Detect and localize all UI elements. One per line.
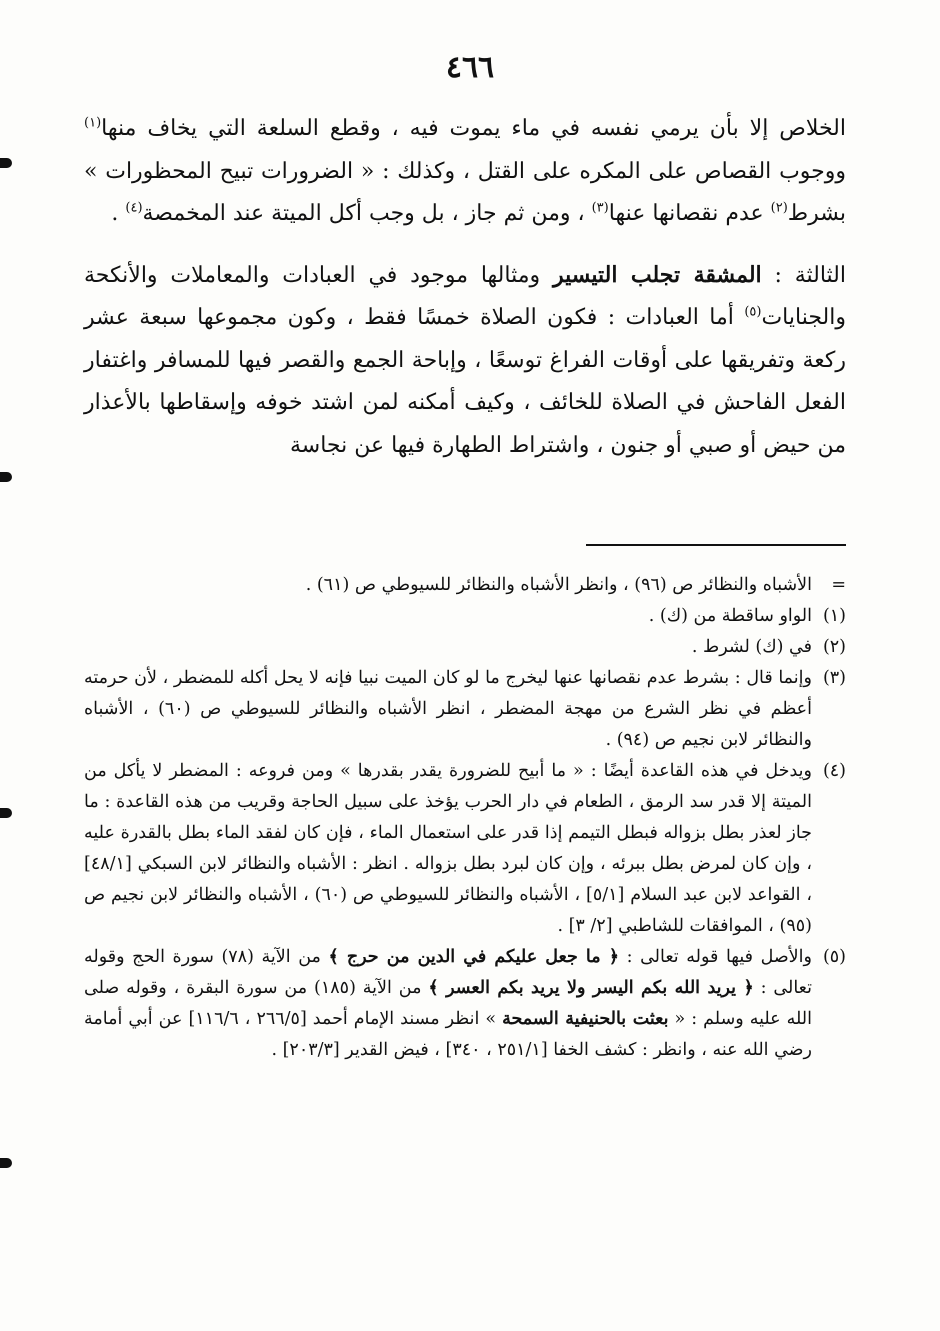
binding-hole-mark [0, 472, 12, 482]
footnote [84, 632, 846, 663]
hadith-quote: بعثت بالحنيفية السمحة [502, 1009, 669, 1029]
footnote-text: الواو ساقطة من (ك) . [648, 606, 812, 626]
footnote-number: (٣) [822, 668, 846, 688]
rule-title: المشقة تجلب التيسير [552, 261, 762, 288]
footnote-text: الأشباه والنظائر ص (٩٦) ، وانظر الأشباه والنظائر للسيوطي ص (٦١) . [305, 575, 812, 595]
footnote-ref[interactable]: (١) [84, 115, 102, 131]
paragraph: الثالثة : المشقة تجلب التيسير ومثالها موجود في العبادات والمعاملات والأنكحة والجنايات$^{(٥)}$ أما العبادات : فكون الصلاة خمسًا فقط ، وكون مجموعها سبعة عشر ركعة وتفريقها على أوقات الفراغ توسعًا ، وإباحة الجمع والقصر فيها للمسافر واغتفار الفعل الفاحش في الصلاة للخائف ، وكيف أمكنه لمن اشتد خوفه وإسقاطها بالأعذار من حيض أو صبي أو جنون ، واشتراط الطهارة فيها عن نجاسة [84, 261, 846, 458]
footnote-text: في (ك) لشرط . [691, 637, 812, 657]
footnote-text: والأصل فيها قوله تعالى : ﴿ ما جعل عليكم في الدين من حرج ﴾ من الآية (٧٨) سورة الحج وقوله تعالى : ﴿ يريد الله بكم اليسر ولا يريد بكم العسر ﴾ من الآية (١٨٥) من سورة البقرة ، وقوله صلى الله عليه وسلم : « بعثت بالحنيفية السمحة » انظر مسند الإمام أحمد [٢٦٦/٥ ، ١١٦/٦] عن أبي أمامة رضي الله عنه ، وانظر : كشف الخفا [٢٥١/١ ، ٣٤٠] ، فيض القدير [٢٠٣/٣] . [84, 947, 812, 1060]
footnote [84, 601, 846, 632]
page-number: ٤٦٦ [445, 50, 495, 85]
footnote [84, 756, 846, 942]
main-text [84, 108, 846, 467]
footnote-number: = [831, 575, 846, 595]
binding-hole-mark [0, 158, 12, 168]
footnote-ref[interactable]: (٣) [591, 200, 609, 216]
footnote-number: (٥) [822, 947, 846, 967]
footnote-ref[interactable]: (٤) [125, 200, 143, 216]
footnote-ref[interactable]: (٥) [744, 304, 762, 320]
quran-quote: ﴿ يريد الله بكم اليسر ولا يريد بكم العسر ﴾ [428, 978, 754, 998]
footnote-number: (٤) [822, 761, 846, 781]
footnote-ref[interactable]: (٢) [770, 200, 788, 216]
footnote [84, 663, 846, 756]
footnote-text: ويدخل في هذه القاعدة أيضًا : « ما أبيح للضرورة يقدر بقدرها » ومن فروعه : المضطر لا يأكل من الميتة إلا قدر سد الرمق ، الطعام في دار الحرب يؤخذ على سبيل الحاجة وقريب من هذه القاعدة : ما جاز لعذر بطل بزواله فبطل التيمم إذا قدر على استعمال الماء ، فإن كان لفقد الماء بطل بالقدرة عليه ، وإن كان لمرض بطل ببرئه ، وإن كان لبرد بطل بزواله . انظر : الأشباه والنظائر لابن السبكي [٤٨/١] ، القواعد لابن عبد السلام [٥/١] ، الأشباه والنظائر للسيوطي ص (٦٠) ، الأشباه والنظائر لابن نجيم ص (٩٥) ، الموافقات للشاطبي [٢/ ٣] . [84, 761, 813, 936]
footnote [84, 570, 846, 601]
footnote-number: (٢) [822, 637, 846, 657]
quran-quote: ﴿ ما جعل عليكم في الدين من حرج ﴾ [328, 947, 619, 967]
binding-hole-mark [0, 808, 12, 818]
footnote [84, 942, 846, 1066]
footnote-divider [586, 544, 846, 546]
binding-hole-mark [0, 1158, 12, 1168]
paragraph: الخلاص إلا بأن يرمي نفسه في ماء يموت فيه ، وقطع السلعة التي يخاف منها$^{(١)}$ ووجوب القصاص على المكره على القتل ، وكذلك : « الضرورات تبيح المحظورات » بشرط$^{(٢)}$ عدم نقصانها عنها$^{(٣)}$ ، ومن ثم جاز ، بل وجب أكل الميتة عند المخمصة$^{(٤)}$ . [84, 115, 846, 226]
footnote-text: وإنما قال : بشرط عدم نقصانها عنها ليخرج ما لو كان الميت نبيا فإنه لا يحل أكله للمضطر ، لأن حرمته أعظم في نظر الشرع من مهجة المضطر ، انظر الأشباه والنظائر للسيوطي ص (٦٠) ، الأشباه والنظائر لابن نجيم ص (٩٤) . [84, 668, 812, 750]
footnotes [84, 570, 846, 1066]
footnote-number: (١) [822, 606, 846, 626]
